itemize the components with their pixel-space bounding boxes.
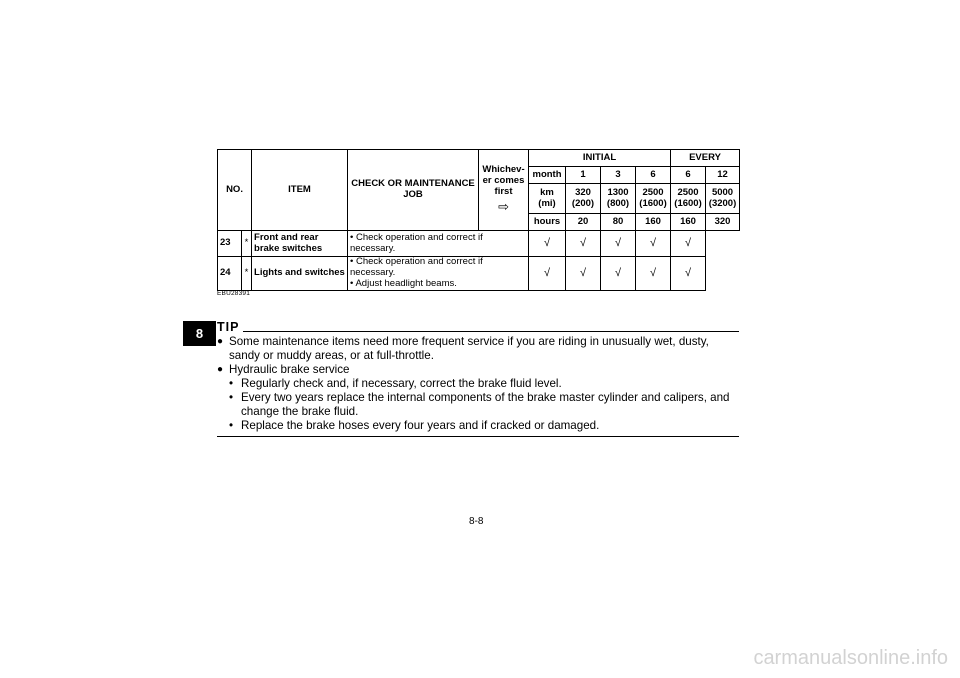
- header-check: CHECK OR MAINTENANCE JOB: [348, 150, 479, 231]
- interval-value: 3: [601, 167, 636, 184]
- interval-value: 5000 (3200): [706, 184, 740, 214]
- tip-body: [217, 335, 741, 433]
- tip-sub-item: [217, 419, 741, 433]
- interval-value: 320 (200): [566, 184, 601, 214]
- row-job: [348, 231, 529, 257]
- interval-label: km (mi): [529, 184, 566, 214]
- row-asterisk: *: [242, 231, 252, 257]
- check-mark: √: [636, 231, 671, 257]
- tip-title: TIP: [217, 320, 240, 334]
- tip-item: [217, 335, 741, 363]
- header-item: ITEM: [252, 150, 348, 231]
- arrow-right-icon: ⇨: [498, 198, 509, 214]
- header-no: NO.: [218, 150, 252, 231]
- row-asterisk: *: [242, 257, 252, 291]
- check-mark: √: [601, 257, 636, 291]
- tip-divider-top: [243, 331, 739, 332]
- sub-bullet-icon: •: [229, 391, 234, 404]
- interval-value: 6: [671, 167, 706, 184]
- check-mark: √: [601, 231, 636, 257]
- row-number: 24: [218, 257, 242, 291]
- tip-sub-item-text: Replace the brake hoses every four years and if cracked or damaged.: [241, 419, 600, 432]
- interval-value: 2500 (1600): [636, 184, 671, 214]
- section-code: EBU28391: [217, 290, 251, 297]
- header-whichever: [479, 150, 529, 231]
- check-mark: √: [529, 231, 566, 257]
- interval-label: month: [529, 167, 566, 184]
- header-whichever-text: Whichev-er comes first: [482, 164, 525, 197]
- interval-value: 160: [671, 214, 706, 231]
- sub-bullet-icon: •: [229, 377, 234, 390]
- table-row: [218, 231, 740, 257]
- header-initial: INITIAL: [529, 150, 671, 167]
- interval-value: 20: [566, 214, 601, 231]
- table-row: [218, 257, 740, 291]
- tip-sub-item-text: Every two years replace the internal components of the brake master cylinder and calipers, and change the brake fluid.: [241, 391, 730, 418]
- tip-item-text: Some maintenance items need more frequent service if you are riding in unusually wet, dusty, sandy or muddy areas, or at full-throttle.: [229, 335, 709, 362]
- maintenance-table: [217, 149, 740, 291]
- check-mark: √: [636, 257, 671, 291]
- check-mark: √: [671, 257, 706, 291]
- check-mark: √: [671, 231, 706, 257]
- tip-item-text: Hydraulic brake service: [229, 363, 350, 376]
- tip-sub-item: [217, 391, 741, 419]
- header-every: EVERY: [671, 150, 740, 167]
- chapter-tab: 8: [183, 321, 216, 346]
- page-number: 8-8: [469, 516, 484, 527]
- interval-value: 6: [636, 167, 671, 184]
- interval-value: 1300 (800): [601, 184, 636, 214]
- interval-value: 1: [566, 167, 601, 184]
- interval-value: 12: [706, 167, 740, 184]
- tip-item: [217, 363, 741, 377]
- row-job: [348, 257, 529, 291]
- interval-value: 2500 (1600): [671, 184, 706, 214]
- check-mark: √: [566, 231, 601, 257]
- interval-value: 80: [601, 214, 636, 231]
- interval-value: 160: [636, 214, 671, 231]
- interval-value: 320: [706, 214, 740, 231]
- job-line: • Adjust headlight beams.: [350, 279, 526, 290]
- row-number: 23: [218, 231, 242, 257]
- row-item: Lights and switches: [252, 257, 348, 291]
- tip-sub-item: [217, 377, 741, 391]
- watermark: carmanualsonline.info: [753, 647, 948, 669]
- check-mark: √: [529, 257, 566, 291]
- bullet-dot-icon: ●: [217, 364, 224, 375]
- job-line: • Check operation and correct if necessary.: [350, 257, 526, 279]
- tip-sub-item-text: Regularly check and, if necessary, correct the brake fluid level.: [241, 377, 562, 390]
- bullet-dot-icon: ●: [217, 336, 224, 347]
- job-line: • Check operation and correct if necessary.: [350, 233, 526, 255]
- row-item: Front and rear brake switches: [252, 231, 348, 257]
- sub-bullet-icon: •: [229, 419, 234, 432]
- check-mark: √: [566, 257, 601, 291]
- interval-label: hours: [529, 214, 566, 231]
- tip-divider-bottom: [217, 436, 739, 437]
